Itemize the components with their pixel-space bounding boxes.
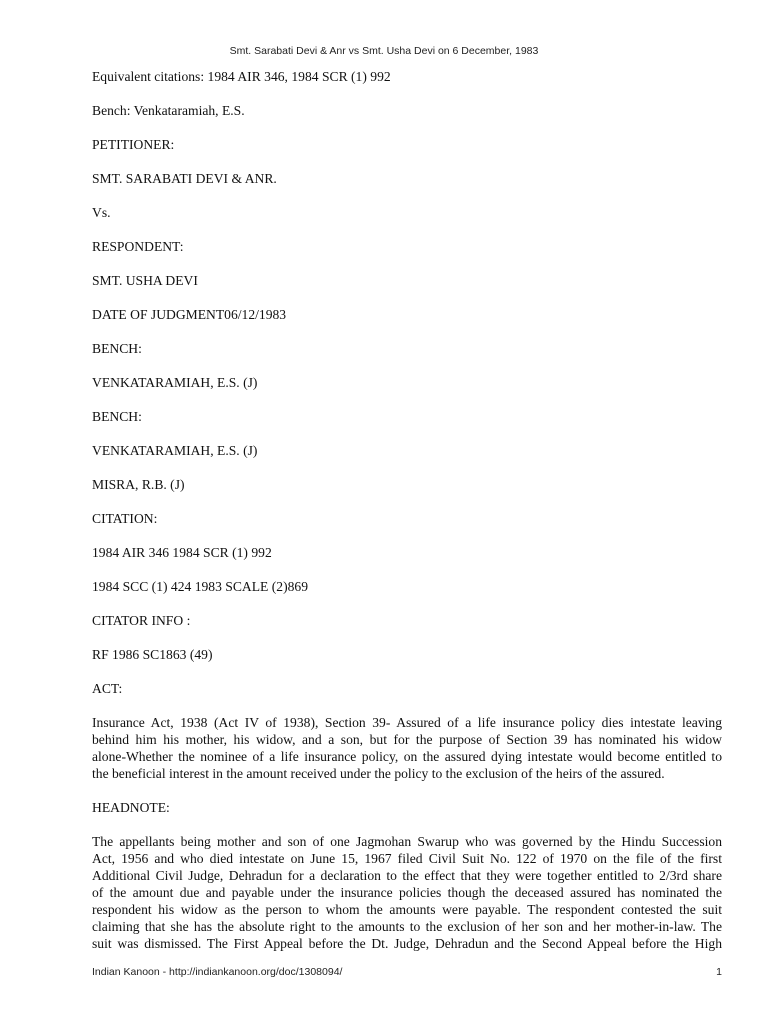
paragraph-line: respondent his widow as the person to whom the amounts were payable. The respondent contested the suit xyxy=(92,902,722,917)
page-number: 1 xyxy=(716,966,722,978)
act-paragraph xyxy=(92,714,722,782)
petitioner-label: PETITIONER: xyxy=(92,137,175,152)
act-label: ACT: xyxy=(92,681,123,696)
paragraph-line: the beneficial interest in the amount received under the policy to the exclusion of the heirs of the assured. xyxy=(92,766,665,781)
paragraph-line: suit was dismissed. The First Appeal before the Dt. Judge, Dehradun and the Second Appeal before the High xyxy=(92,936,722,951)
citation: 1984 SCC (1) 424 1983 SCALE (2)869 xyxy=(92,579,308,594)
paragraph-line: Insurance Act, 1938 (Act IV of 1938), Section 39- Assured of a life insurance policy dies intestate leaving xyxy=(92,715,722,730)
bench-label: BENCH: xyxy=(92,341,142,356)
citation-label: CITATION: xyxy=(92,511,158,526)
headnote-paragraph xyxy=(92,833,722,952)
paragraph-line: of the amount due and payable under the insurance policies though the deceased assured has nominated the xyxy=(92,885,722,900)
citation: 1984 AIR 346 1984 SCR (1) 992 xyxy=(92,545,272,560)
bench-label: BENCH: xyxy=(92,409,142,424)
paragraph-line: The appellants being mother and son of one Jagmohan Swarup who was governed by the Hindu Succession xyxy=(92,834,722,849)
respondent-name: SMT. USHA DEVI xyxy=(92,273,198,288)
versus: Vs. xyxy=(92,205,111,220)
citator-info: RF 1986 SC1863 (49) xyxy=(92,647,213,662)
headnote-label: HEADNOTE: xyxy=(92,800,170,815)
bench-judge: VENKATARAMIAH, E.S. (J) xyxy=(92,443,258,458)
paragraph-line: behind him his mother, his widow, and a son, but for the purpose of Section 39 has nominated his widow xyxy=(92,732,722,747)
equivalent-citations: Equivalent citations: 1984 AIR 346, 1984 SCR (1) 992 xyxy=(92,69,391,84)
footer-source: Indian Kanoon - http://indiankanoon.org/doc/1308094/ xyxy=(92,966,343,978)
bench-line: Bench: Venkataramiah, E.S. xyxy=(92,103,245,118)
date-of-judgment: DATE OF JUDGMENT06/12/1983 xyxy=(92,307,287,322)
respondent-label: RESPONDENT: xyxy=(92,239,184,254)
paragraph-line: Additional Civil Judge, Dehradun for a declaration to the effect that they were together entitled to 2/3rd share xyxy=(92,868,722,883)
paragraph-line: Act, 1956 and who died intestate on June 15, 1967 filed Civil Suit No. 122 of 1970 on the file of the first xyxy=(92,851,722,866)
paragraph-line: claiming that she has the absolute right to the amounts to the exclusion of her son and her mother-in-law. The xyxy=(92,919,722,934)
paragraph-line: alone-Whether the nominee of a life insurance policy, on the assured dying intestate would become entitled to xyxy=(92,749,722,764)
running-header: Smt. Sarabati Devi & Anr vs Smt. Usha Devi on 6 December, 1983 xyxy=(229,45,539,57)
bench-judge: MISRA, R.B. (J) xyxy=(92,477,185,492)
petitioner-name: SMT. SARABATI DEVI & ANR. xyxy=(92,171,277,186)
document-body xyxy=(92,68,722,969)
citator-label: CITATOR INFO : xyxy=(92,613,191,628)
bench-judge: VENKATARAMIAH, E.S. (J) xyxy=(92,375,258,390)
